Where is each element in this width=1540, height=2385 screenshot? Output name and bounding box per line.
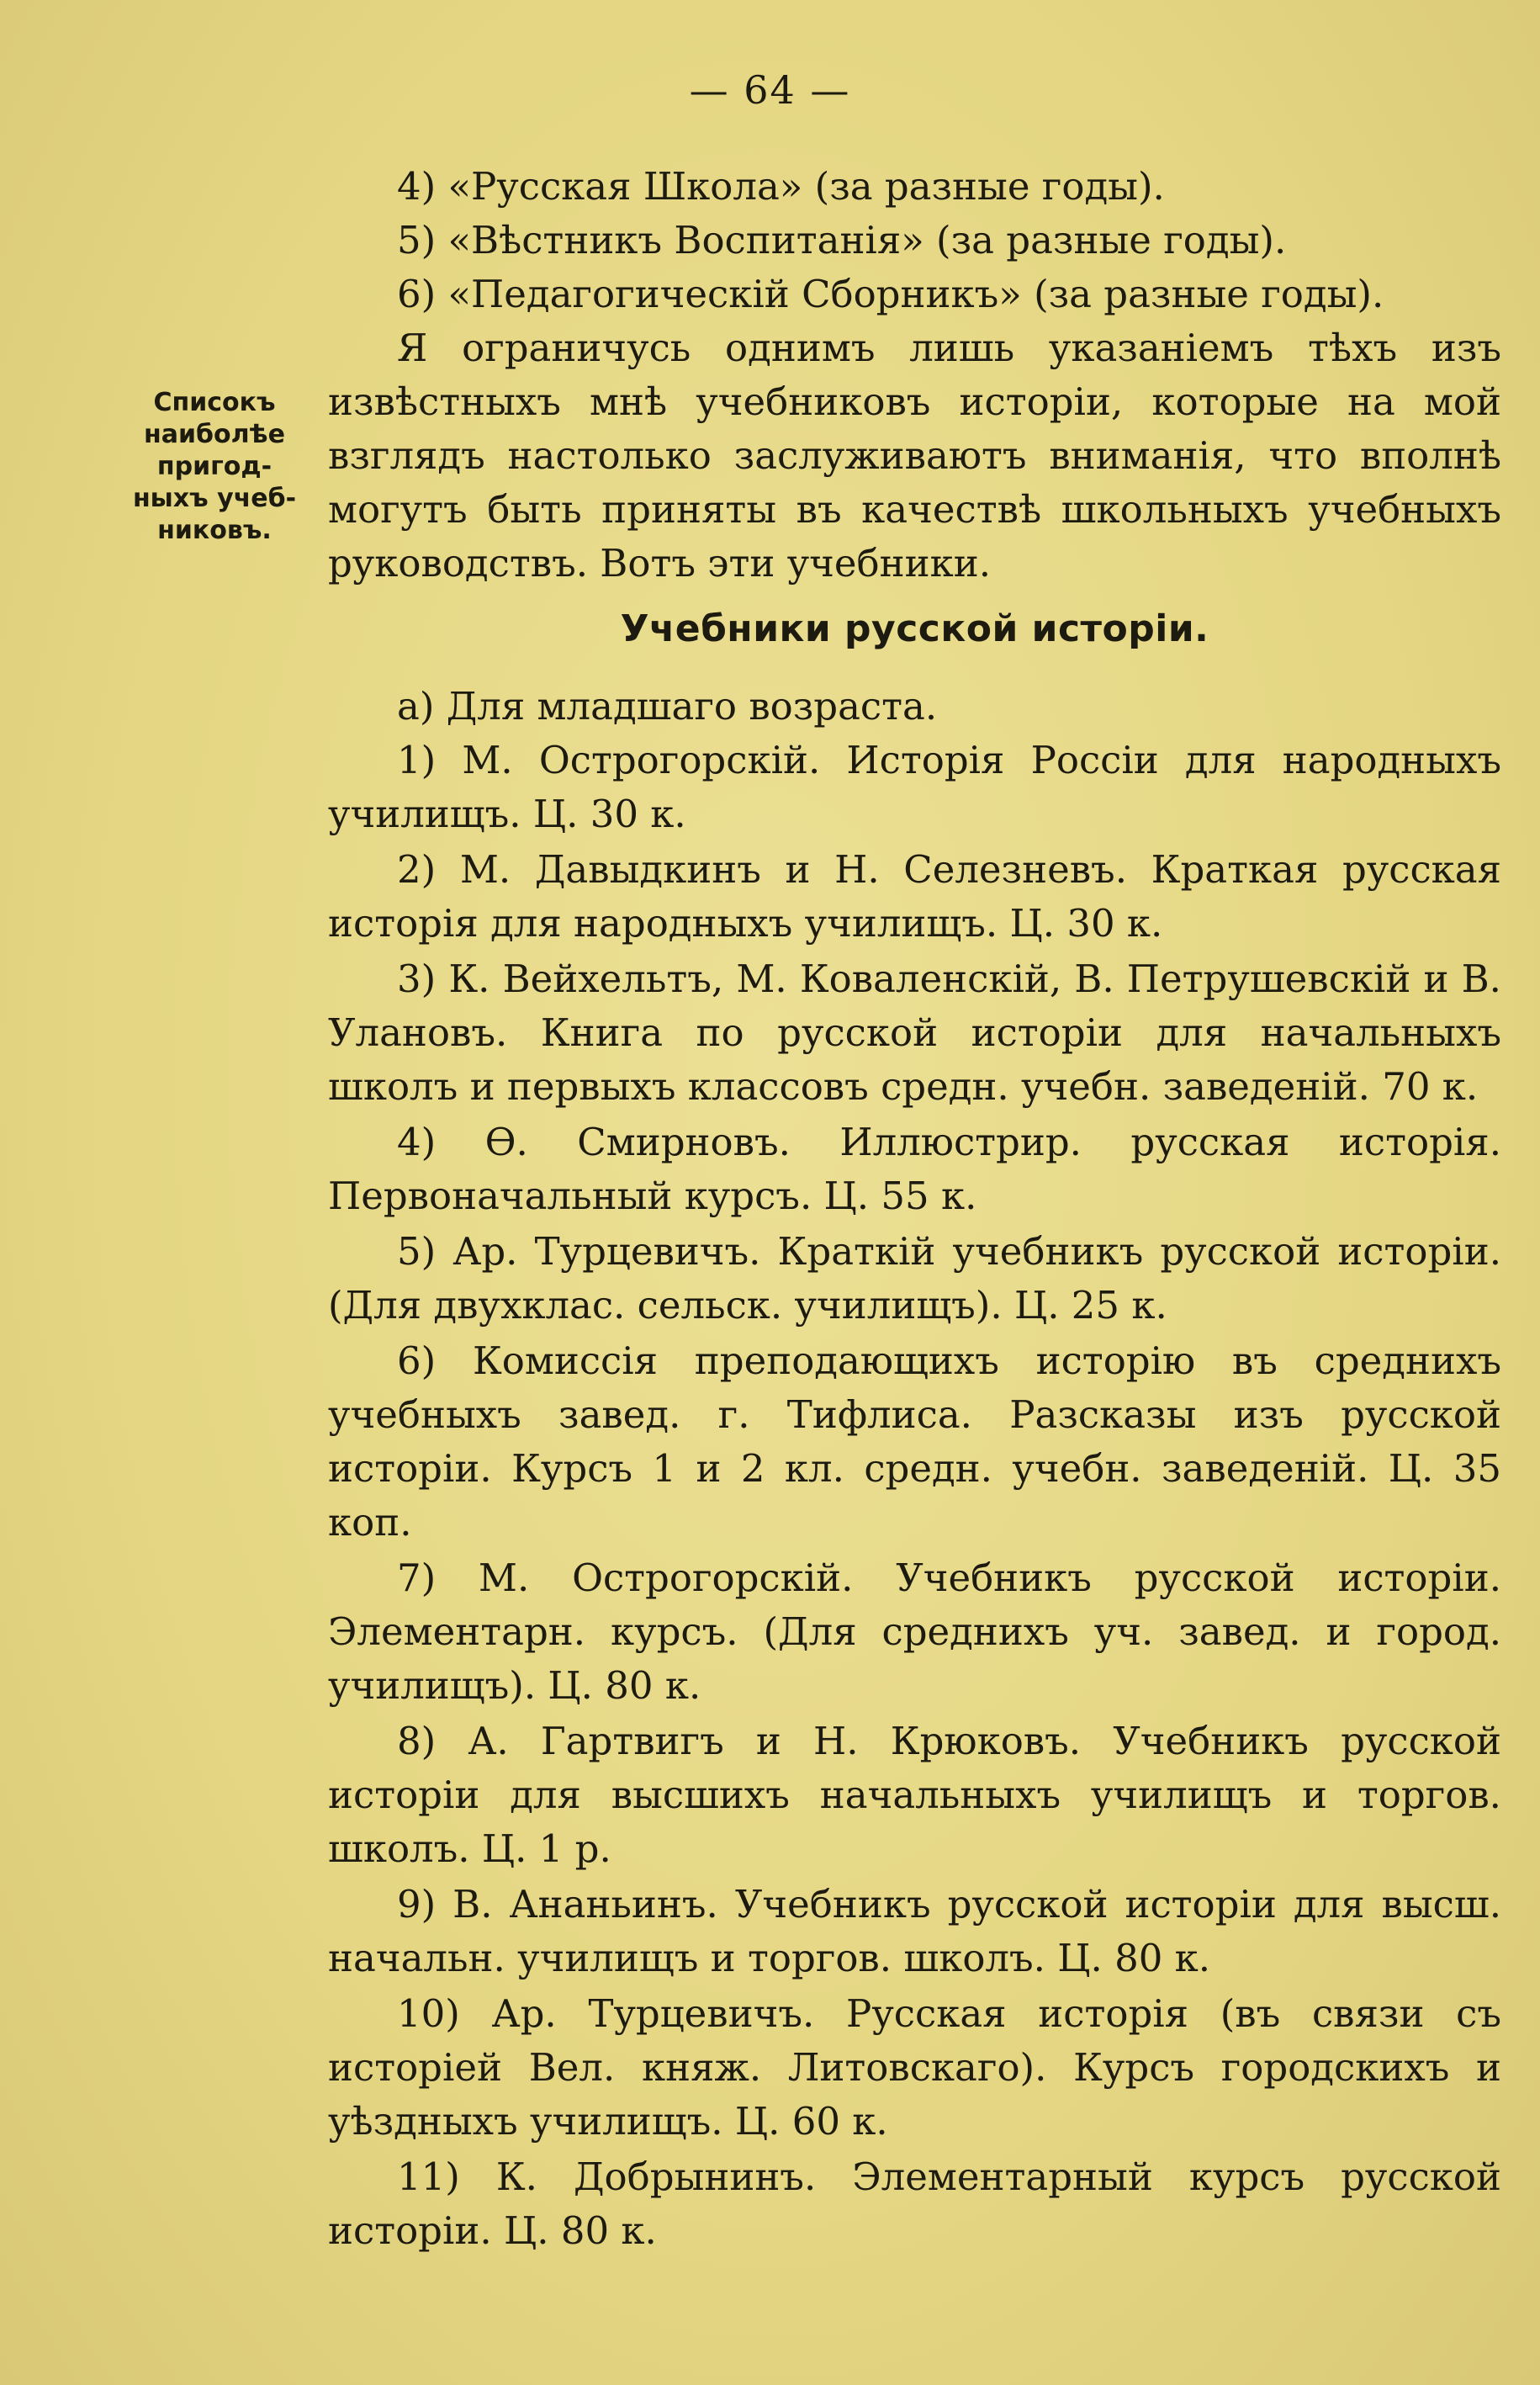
main-text <box>328 160 1501 2260</box>
list-item: 4) Ѳ. Смирновъ. Иллюстрир. русская исторія. Первоначальный курсъ. Ц. 55 к. <box>328 1120 1501 1218</box>
intro-item: 6) «Педагогическій Сборникъ» (за разные годы). <box>397 272 1384 316</box>
page-number: — 64 — <box>689 67 851 113</box>
margin-note-line: ныхъ учеб- <box>132 484 297 513</box>
paragraph: Я ограничусь однимъ лишь указаніемъ тѣхъ изъ извѣстныхъ мнѣ учебниковъ исторіи, которые на мой взглядъ настолько заслуживаютъ вниманія, что вполнѣ могутъ быть приняты въ качествѣ школьныхъ учебныхъ руководствъ. Вотъ эти учебники. <box>328 326 1501 586</box>
margin-note-line: никовъ. <box>157 516 272 545</box>
list-item: 7) М. Острогорскій. Учебникъ русской исторіи. Элементарн. курсъ. (Для среднихъ уч. завед. и город. училищъ). Ц. 80 к. <box>328 1556 1501 1708</box>
margin-note <box>126 387 303 547</box>
list-item: 6) Комиссія преподающихъ исторію въ среднихъ учебныхъ завед. г. Тифлиса. Разсказы изъ русской исторіи. Курсъ 1 и 2 кл. средн. учебн. заведеній. Ц. 35 коп. <box>328 1338 1501 1545</box>
section-heading: Учебники русской исторіи. <box>620 607 1209 650</box>
list-item: 11) К. Добрынинъ. Элементарный курсъ русской исторіи. Ц. 80 к. <box>328 2154 1501 2253</box>
margin-note-line: наиболѣе <box>144 420 285 449</box>
intro-item: 5) «Вѣстникъ Воспитанія» (за разные годы). <box>397 218 1287 262</box>
intro-item: 4) «Русская Школа» (за разные годы). <box>397 164 1165 209</box>
list-item: 2) М. Давыдкинъ и Н. Селезневъ. Краткая русская исторія для народныхъ училищъ. Ц. 30 к. <box>328 847 1501 946</box>
list-item: 10) Ар. Турцевичъ. Русская исторія (въ связи съ исторіей Вел. княж. Литовскаго). Курсъ городскихъ и уѣздныхъ училищъ. Ц. 60 к. <box>328 1991 1501 2144</box>
subheading: а) Для младшаго возраста. <box>397 684 938 729</box>
list-item: 1) М. Острогорскій. Исторія Россіи для народныхъ училищъ. Ц. 30 к. <box>328 738 1501 836</box>
margin-note-line: пригод- <box>156 452 273 481</box>
list-item: 3) К. Вейхельтъ, М. Коваленскій, В. Петрушевскій и В. Улановъ. Книга по русской исторіи для начальныхъ школъ и первыхъ классовъ средн. учебн. заведеній. 70 к. <box>328 957 1501 1109</box>
list-item: 9) В. Ананьинъ. Учебникъ русской исторіи для высш. начальн. училищъ и торгов. школъ. Ц. 80 к. <box>328 1882 1501 1980</box>
list-item: 5) Ар. Турцевичъ. Краткій учебникъ русской исторіи. (Для двухклас. сельск. училищъ). Ц. 25 к. <box>328 1229 1501 1328</box>
list-item: 8) А. Гартвигъ и Н. Крюковъ. Учебникъ русской исторіи для высшихъ начальныхъ училищъ и торгов. школъ. Ц. 1 р. <box>328 1719 1501 1871</box>
margin-note-line: Списокъ <box>153 388 276 417</box>
